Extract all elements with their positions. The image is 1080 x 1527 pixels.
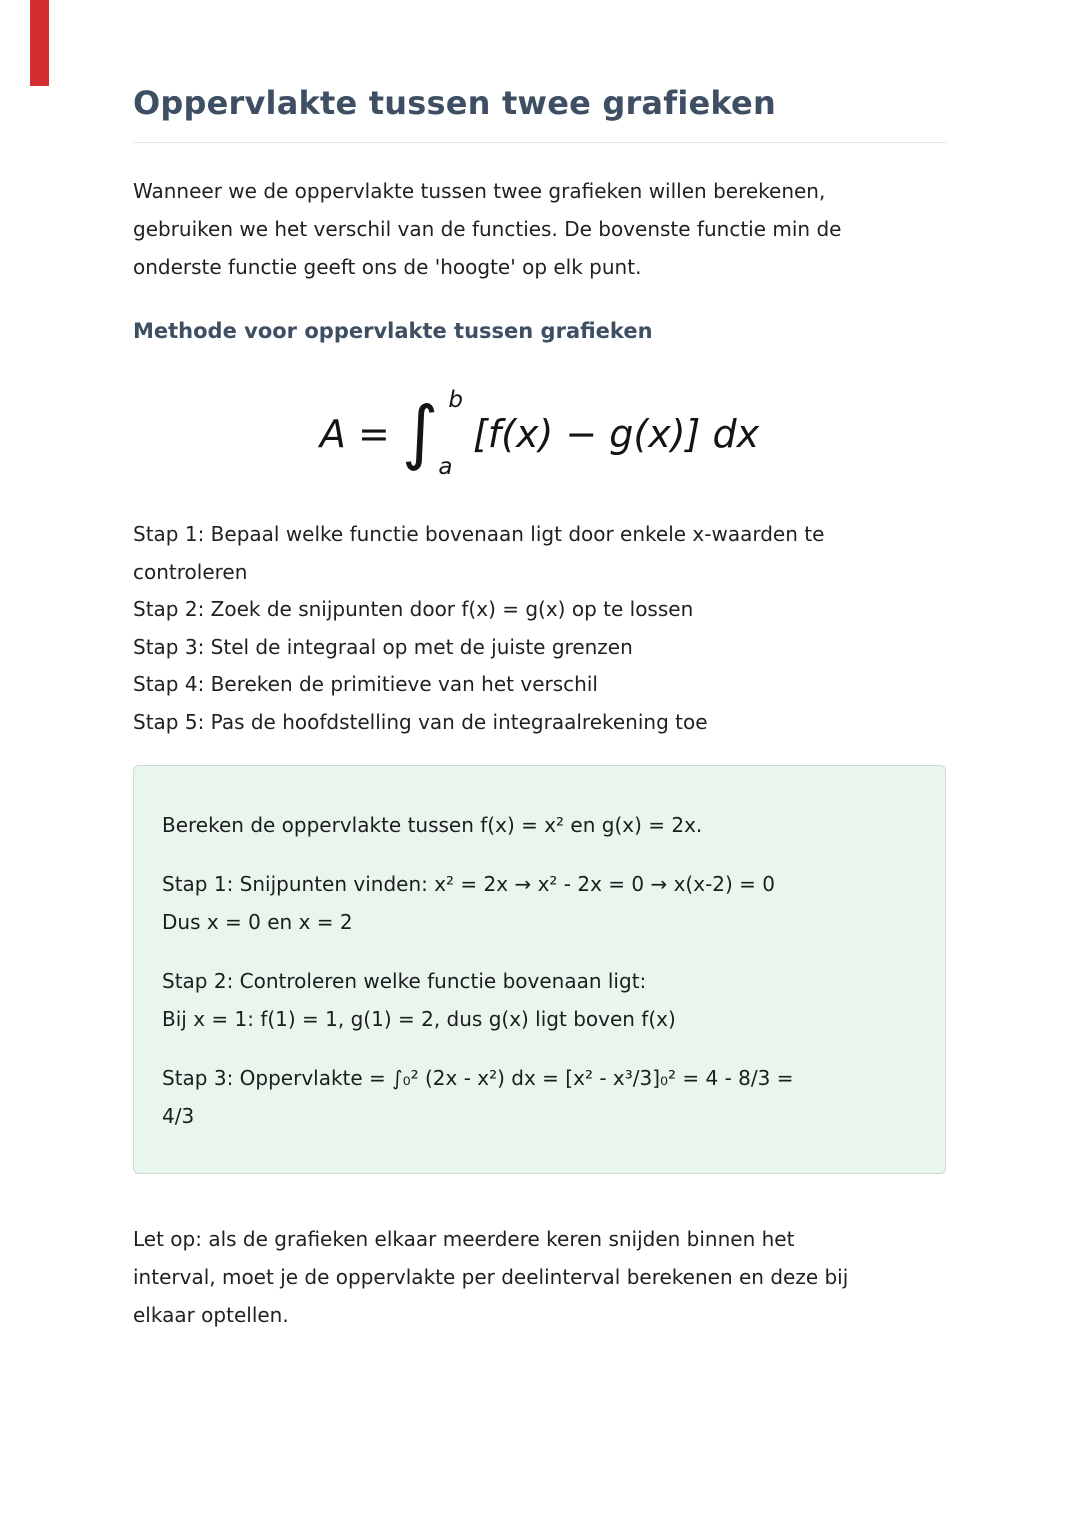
formula-lhs: A = [319, 412, 390, 456]
title-divider [133, 142, 946, 143]
note-paragraph: Let op: als de grafieken elkaar meerdere keren snijden binnen het interval, moet je de oppervlakte per deelinterval berekenen en deze bij elkaar optellen. [133, 1227, 849, 1327]
example-intro: Bereken de oppervlakte tussen f(x) = x² en g(x) = 2x. [162, 813, 703, 837]
example-box [133, 765, 946, 1174]
integral-lower-limit: a [438, 454, 453, 480]
article [133, 0, 946, 1334]
method-heading: Methode voor oppervlakte tussen grafieken [133, 319, 653, 343]
integral-upper-limit: b [448, 387, 463, 413]
formula-integrand: [f(x) − g(x)] dx [472, 412, 760, 456]
integral-limits [436, 389, 463, 479]
example-step1: Stap 1: Snijpunten vinden: x² = 2x → x² - 2x = 0 → x(x-2) = 0 Dus x = 0 en x = 2 [162, 872, 776, 934]
example-step2: Stap 2: Controleren welke functie bovenaan ligt: Bij x = 1: f(1) = 1, g(1) = 2, dus g(x) ligt boven f(x) [162, 969, 676, 1031]
integral-sign: ∫ [401, 390, 439, 473]
example-step3: Stap 3: Oppervlakte = ∫₀² (2x - x²) dx = [x² - x³/3]₀² = 4 - 8/3 = 4/3 [162, 1066, 794, 1128]
red-accent-bar [30, 0, 49, 86]
page-title: Oppervlakte tussen twee grafieken [133, 84, 776, 122]
area-formula [133, 382, 946, 486]
method-steps-list: Stap 1: Bepaal welke functie bovenaan ligt door enkele x-waarden te controleren Stap 2: Zoek de snijpunten door f(x) = g(x) op te lossen Stap 3: Stel de integraal op met de juiste grenzen Stap 4: Bereken de primitieve van het verschil Stap 5: Pas de hoofdstelling van de integraalrekening toe [133, 522, 825, 734]
intro-paragraph: Wanneer we de oppervlakte tussen twee grafieken willen berekenen, gebruiken we het verschil van de functies. De bovenste functie min de onderste functie geeft ons de 'hoogte' op elk punt. [133, 179, 842, 279]
